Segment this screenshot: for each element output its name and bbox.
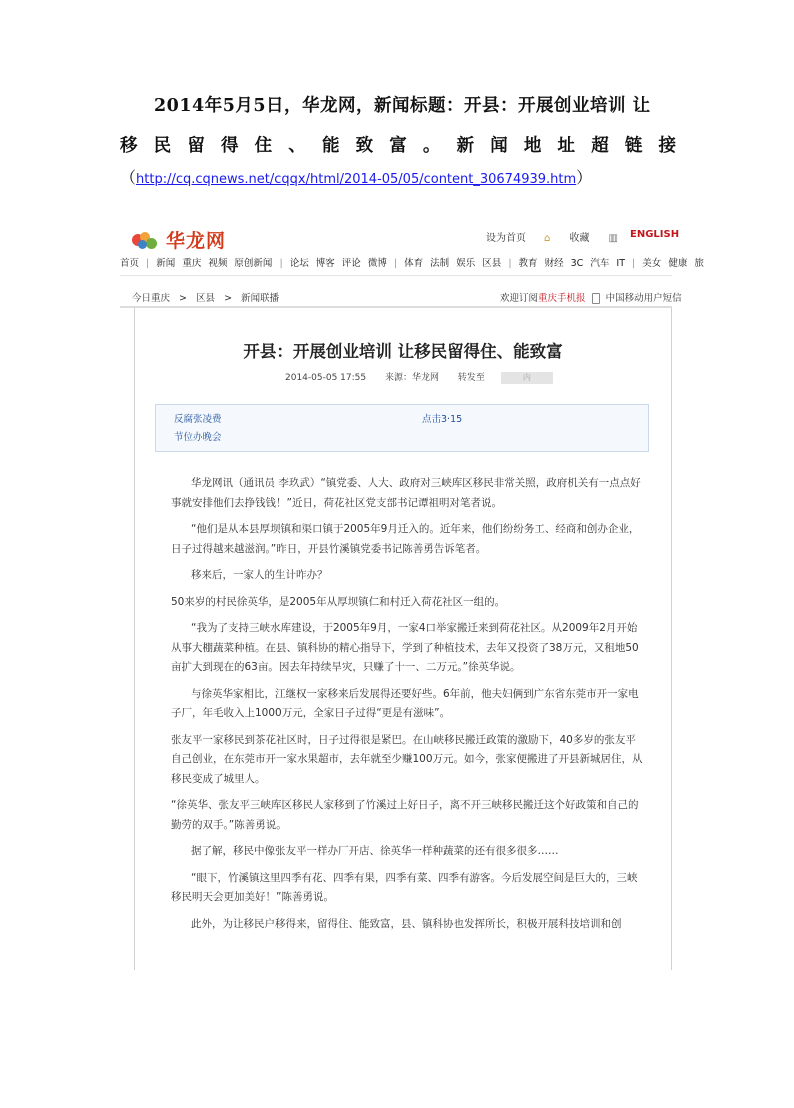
header-char: 、 bbox=[288, 136, 306, 156]
nav-separator: | bbox=[508, 258, 512, 269]
nav-item[interactable]: 体育 bbox=[404, 258, 424, 269]
site-logo[interactable] bbox=[130, 226, 226, 253]
breadcrumb-separator: > bbox=[179, 293, 188, 304]
set-home-link[interactable] bbox=[486, 233, 550, 244]
nav-item[interactable]: IT bbox=[616, 258, 626, 269]
header-char: 致 bbox=[355, 136, 374, 156]
header-char: 新 bbox=[456, 136, 475, 156]
paren-close: ） bbox=[576, 168, 593, 187]
favorite-link[interactable] bbox=[570, 233, 618, 244]
document-header bbox=[120, 90, 676, 192]
paragraph: 移来后，一家人的生计咋办？ bbox=[191, 569, 328, 581]
related-link[interactable]: 节位办晚会 bbox=[174, 432, 222, 443]
paragraph: 张友平一家移民到茶花社区时，日子过得很是紧巴。在山峡移民搬迁政策的激励下，40多岁的张友平自己创业，在东莞市开一家水果超市，去年就至少赚100万元。如今，张家便搬进了开县新城居住，从移民变成了城里人。 bbox=[171, 733, 643, 785]
article bbox=[134, 308, 672, 970]
article-date: 2014-05-05 17:55 bbox=[285, 373, 367, 383]
article-body bbox=[171, 474, 643, 941]
nav-item[interactable]: 微博 bbox=[367, 258, 387, 269]
nav-separator: | bbox=[279, 258, 283, 269]
nav-separator: | bbox=[632, 258, 636, 269]
related-links-box bbox=[155, 404, 649, 452]
header-char: 移 bbox=[120, 136, 138, 156]
breadcrumb-item[interactable]: 新闻联播 bbox=[241, 293, 280, 304]
header-line-1: 2014年5月5日，华龙网，新闻标题：开县：开展创业培训 让 bbox=[154, 96, 651, 116]
header-char: 留 bbox=[187, 136, 205, 156]
phone-icon bbox=[592, 293, 600, 304]
forward-label: 转发至 bbox=[457, 373, 485, 383]
paragraph: “徐英华、张友平三峡库区移民人家移到了竹溪过上好日子，离不开三峡移民搬迁这个好政策和自己的勤劳的双手。”陈善勇说。 bbox=[171, 799, 639, 831]
nav-item[interactable]: 新闻 bbox=[156, 258, 176, 269]
nav-item[interactable]: 重庆 bbox=[182, 258, 202, 269]
breadcrumb bbox=[132, 290, 285, 304]
nav-item[interactable]: 财经 bbox=[544, 258, 564, 269]
header-char: 址 bbox=[557, 136, 576, 156]
forward-to bbox=[458, 373, 569, 383]
paragraph: “他们是从本县厚坝镇和渠口镇于2005年9月迁入的。近年来，他们纷纷务工、经商和创办企业，日子过得越来越滋润。”昨日，开县竹溪镇党委书记陈善勇告诉笔者。 bbox=[171, 523, 640, 555]
logo-text: 华龙网 bbox=[166, 230, 227, 252]
paragraph: 据了解，移民中像张友平一样办厂开店、徐英华一样种蔬菜的还有很多很多…… bbox=[191, 845, 559, 857]
article-meta bbox=[285, 370, 585, 384]
english-link[interactable]: ENGLISH bbox=[630, 229, 680, 240]
header-char: 链 bbox=[624, 136, 643, 156]
nav-item[interactable]: 旅 bbox=[694, 258, 704, 269]
nav-item[interactable]: 汽车 bbox=[590, 258, 610, 269]
nav-separator: | bbox=[146, 258, 150, 269]
logo-mark-icon bbox=[130, 230, 164, 250]
related-link[interactable]: 点击3·15 bbox=[422, 414, 463, 425]
nav-item[interactable]: 首页 bbox=[120, 258, 140, 269]
subscribe-post: 中国移动用户短信 bbox=[605, 293, 682, 304]
news-url-link[interactable]: http://cq.cqnews.net/cqqx/html/2014-05/05/content_30674939.htm bbox=[136, 172, 577, 187]
nav-item[interactable]: 视频 bbox=[208, 258, 228, 269]
header-char: 得 bbox=[220, 136, 239, 156]
share-widget[interactable]: 内 bbox=[501, 372, 553, 384]
nav-item[interactable]: 博客 bbox=[315, 258, 335, 269]
site-topbar bbox=[120, 222, 680, 252]
set-home-label: 设为首页 bbox=[486, 233, 526, 244]
header-char: 接 bbox=[658, 136, 676, 156]
news-page-screenshot bbox=[120, 222, 704, 970]
nav-item[interactable]: 娱乐 bbox=[456, 258, 476, 269]
nav-item[interactable]: 评论 bbox=[341, 258, 361, 269]
subscribe-link[interactable]: 重庆手机报 bbox=[538, 293, 586, 304]
nav-item[interactable]: 区县 bbox=[482, 258, 502, 269]
header-char: 超 bbox=[591, 136, 609, 156]
subscribe-notice bbox=[500, 290, 682, 304]
top-links bbox=[486, 229, 634, 244]
paragraph: 与徐英华家相比，江继权一家移来后发展得还要好些。6年前，他夫妇俩到广东省东莞市开一家电子厂，年毛收入上1000万元，全家日子过得“更是有滋味”。 bbox=[171, 687, 639, 719]
paragraph: “我为了支持三峡水库建设，于2005年9月，一家4口举家搬迁来到荷花社区。从2009年2月开始从事大棚蔬菜种植。在县、镇科协的精心指导下，学到了种植技术，去年又投资了38万元，又租地50亩扩大到现在的63亩。因去年持续旱灾，只赚了十一、二万元。”徐英华说。 bbox=[171, 622, 639, 673]
header-char: 地 bbox=[523, 136, 542, 156]
main-nav bbox=[120, 255, 704, 276]
breadcrumb-item[interactable]: 今日重庆 bbox=[132, 293, 171, 304]
nav-separator: | bbox=[393, 258, 398, 269]
nav-item[interactable]: 3C bbox=[570, 258, 584, 269]
breadcrumb-separator: > bbox=[224, 293, 233, 304]
nav-item[interactable]: 论坛 bbox=[289, 258, 309, 269]
paragraph: 50来岁的村民徐英华，是2005年从厚坝镇仁和村迁入荷花社区一组的。 bbox=[171, 595, 506, 608]
header-char: 闻 bbox=[490, 136, 508, 156]
favorite-label: 收藏 bbox=[569, 233, 590, 244]
nav-item[interactable]: 法制 bbox=[430, 258, 450, 269]
header-char: 。 bbox=[422, 136, 441, 156]
header-char: 住 bbox=[254, 136, 273, 156]
header-line-2 bbox=[120, 130, 676, 162]
header-char: 富 bbox=[389, 136, 407, 156]
breadcrumb-item[interactable]: 区县 bbox=[196, 293, 216, 304]
nav-item[interactable]: 原创新闻 bbox=[234, 258, 273, 269]
breadcrumb-bar bbox=[120, 288, 682, 308]
paren-open: （ bbox=[120, 168, 137, 187]
bookmark-icon: ▥ bbox=[608, 233, 618, 244]
paragraph: 此外，为让移民户移得来，留得住、能致富，县、镇科协也发挥所长，积极开展科技培训和创 bbox=[191, 917, 622, 930]
url-line bbox=[120, 166, 676, 192]
article-title: 开县：开展创业培训 让移民留得住、能致富 bbox=[243, 342, 563, 361]
nav-item[interactable]: 健康 bbox=[668, 258, 688, 269]
article-source: 来源：华龙网 bbox=[384, 373, 439, 383]
nav-item[interactable]: 教育 bbox=[518, 258, 538, 269]
paragraph: 华龙网讯（通讯员 李玖武）“镇党委、人大、政府对三峡库区移民非常关照，政府机关有一点点好事就安排他们去挣钱钱！”近日，荷花社区党支部书记谭祖明对笔者说。 bbox=[171, 477, 641, 509]
nav-item[interactable]: 美女 bbox=[642, 258, 662, 269]
paragraph: “眼下，竹溪镇这里四季有花、四季有果，四季有菜、四季有游客。今后发展空间是巨大的，三峡移民明天会更加美好！”陈善勇说。 bbox=[171, 871, 638, 903]
header-char: 能 bbox=[321, 136, 340, 156]
home-icon: ⌂ bbox=[544, 233, 551, 244]
related-link[interactable]: 反腐张凌费 bbox=[174, 414, 222, 425]
header-char: 民 bbox=[153, 136, 172, 156]
subscribe-pre: 欢迎订阅 bbox=[500, 293, 539, 304]
